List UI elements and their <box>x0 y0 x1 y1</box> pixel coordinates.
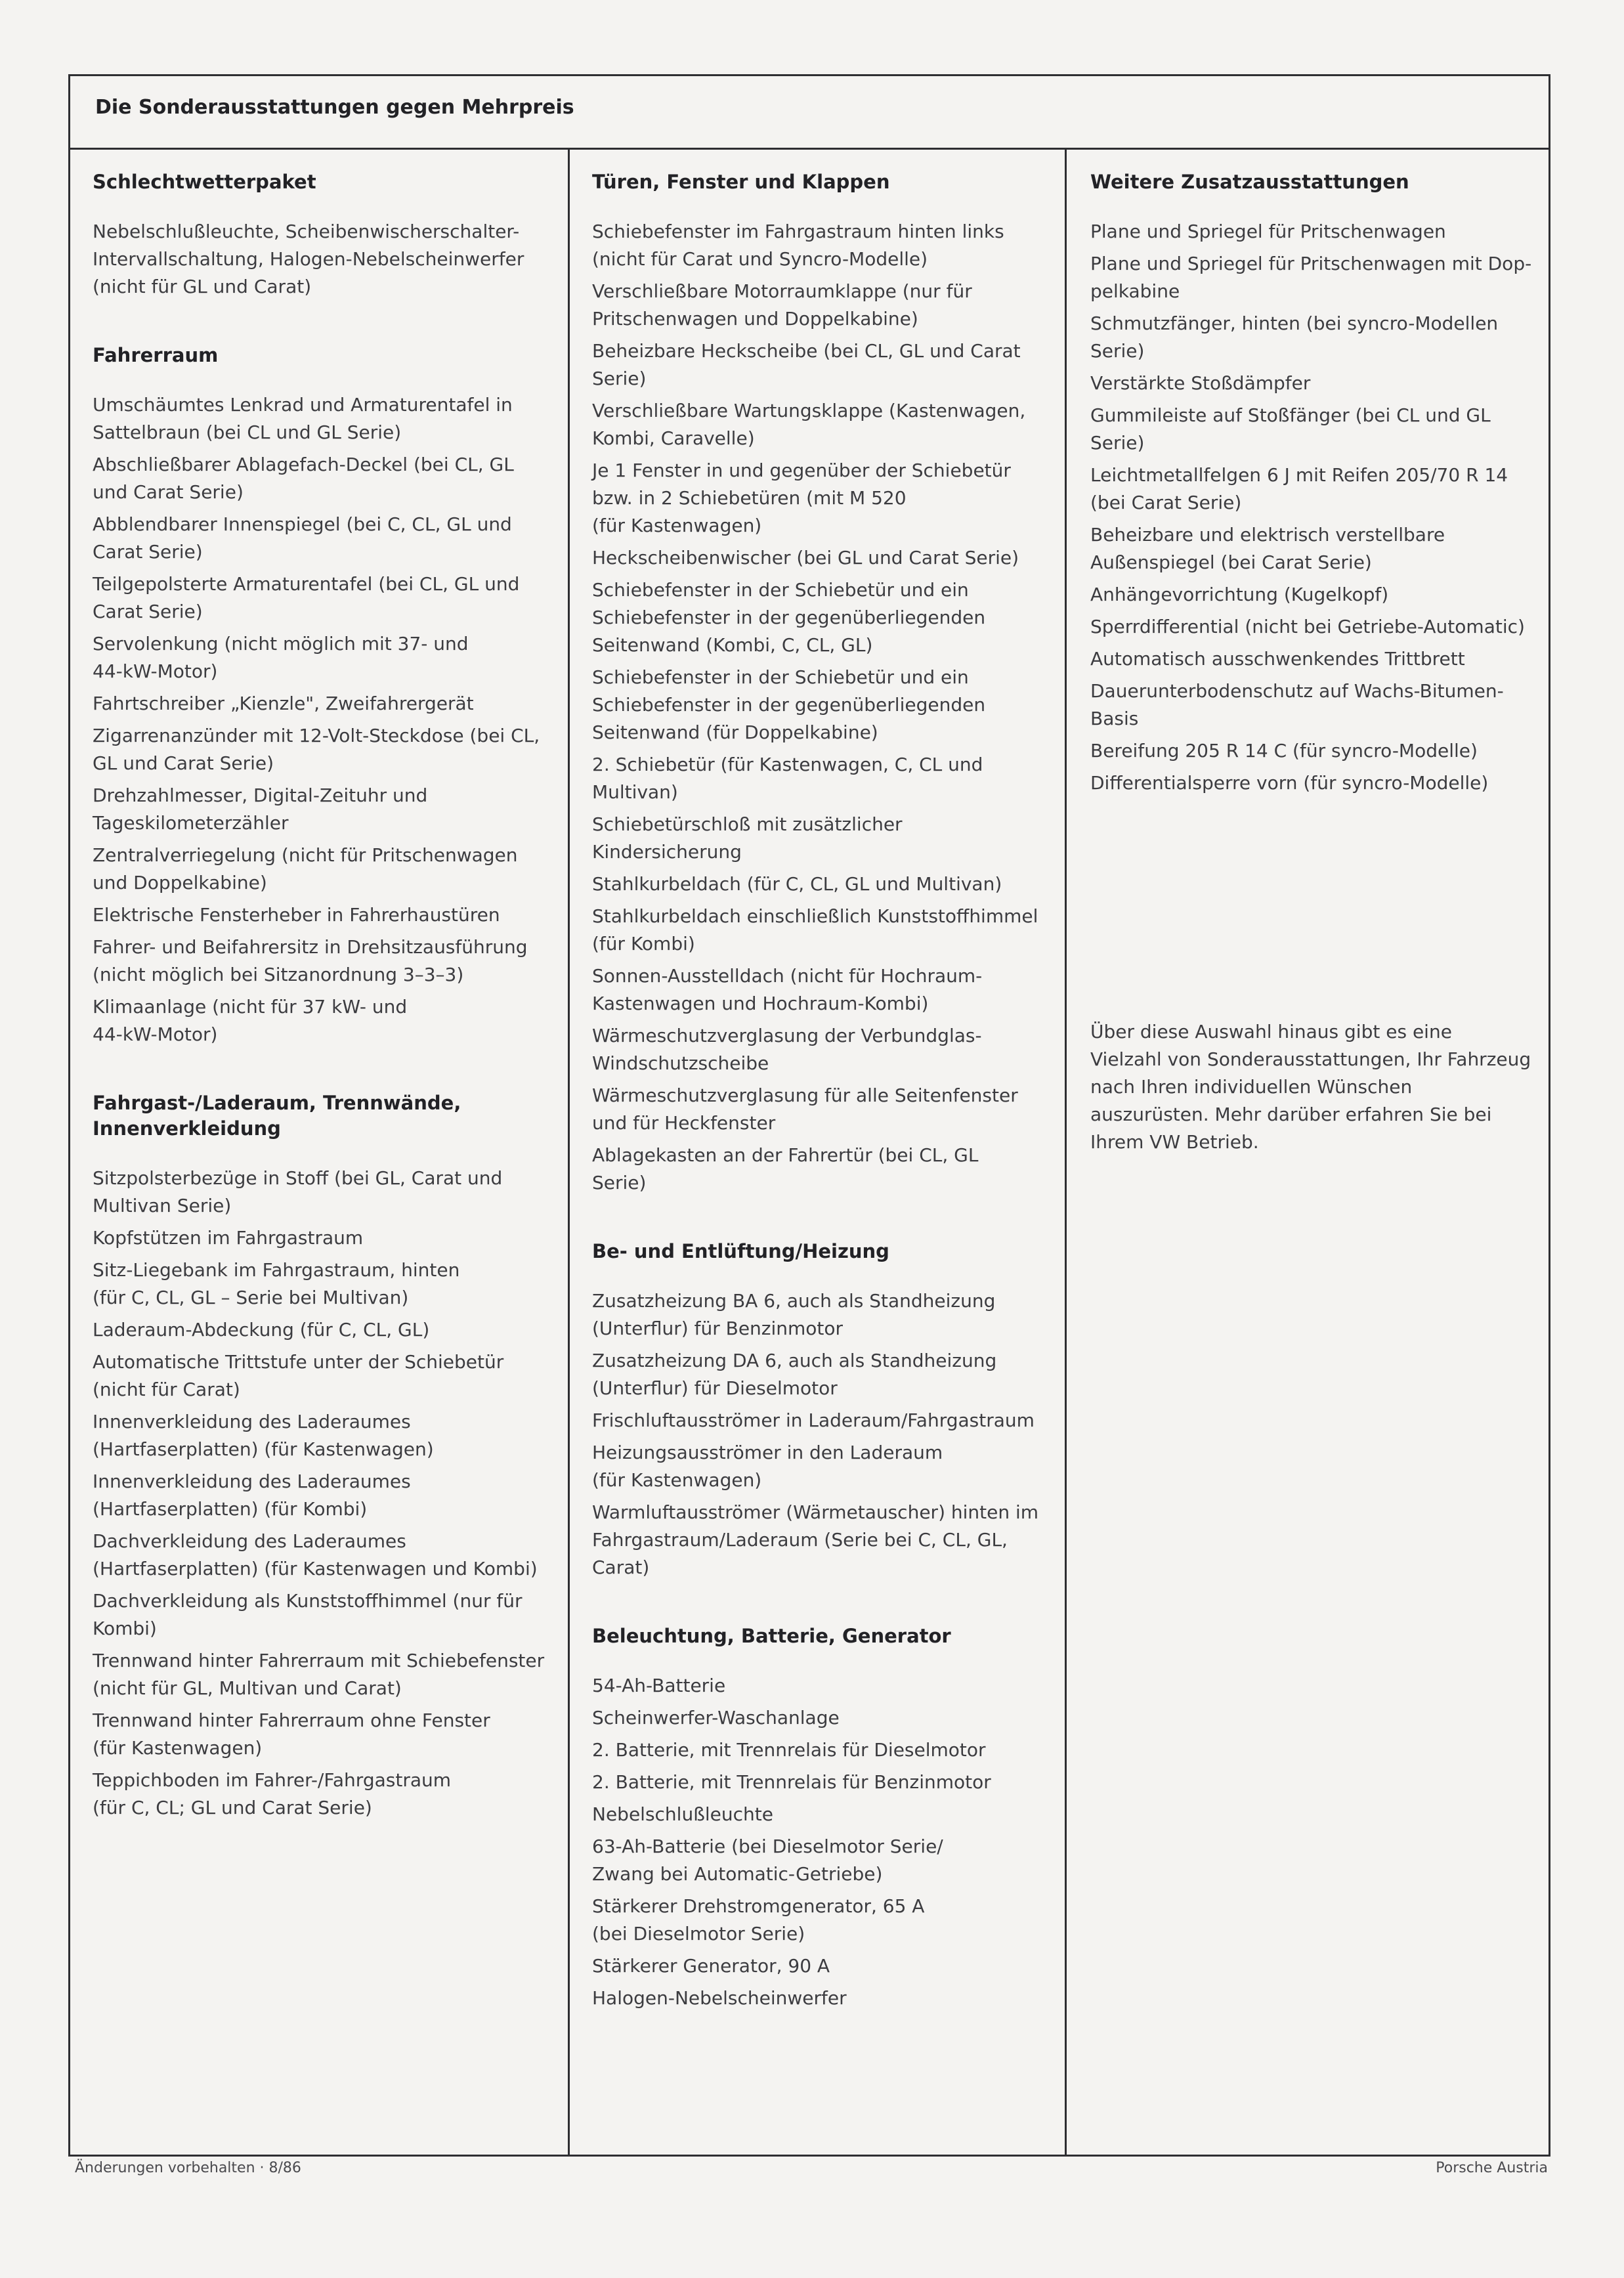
list-item: Je 1 Fenster in und gegenüber der Schiebetür bzw. in 2 Schiebetüren (mit M 520 (für Kastenwagen) <box>592 460 1011 536</box>
list-item: Sonnen-Ausstelldach (nicht für Hochraum- Kastenwagen und Hochraum-Kombi) <box>592 965 983 1014</box>
list-item: Plane und Spriegel für Pritschenwagen <box>1090 221 1446 242</box>
column-2 <box>570 150 1067 2155</box>
closing-note: Über diese Auswahl hinaus gibt es eine Vielzahl von Sonderausstattungen, Ihr Fahrzeug nach Ihren individuellen Wünschen auszurüsten. Mehr darüber erfahren Sie bei Ihrem VW Betrieb. <box>1090 1021 1531 1153</box>
list-item: Nebelschlußleuchte <box>592 1803 773 1825</box>
list-item: Fahrer- und Beifahrersitz in Drehsitzausführung (nicht möglich bei Sitzanordnung 3–3–3) <box>93 936 528 985</box>
list-item: Frischluftausströmer in Laderaum/Fahrgastraum <box>592 1409 1035 1431</box>
list-item: Schmutzfänger, hinten (bei syncro-Modellen Serie) <box>1090 312 1499 362</box>
footer-publisher: Porsche Austria <box>1436 2160 1548 2176</box>
list-item: Anhängevorrichtung (Kugelkopf) <box>1090 584 1389 605</box>
section <box>1090 169 1535 797</box>
list-item: Sitz-Liegebank im Fahrgastraum, hinten (für C, CL, GL – Serie bei Multivan) <box>93 1259 460 1308</box>
list-item: Zusatzheizung DA 6, auch als Standheizung (Unterflur) für Dieselmotor <box>592 1350 997 1399</box>
list-item: Fahrtschreiber „Kienzle", Zweifahrergerät <box>93 693 474 714</box>
section-title: Weitere Zusatzausstattungen <box>1090 171 1409 193</box>
section-title: Schlechtwetterpaket <box>93 171 316 193</box>
list-item: Schiebefenster in der Schiebetür und ein Schiebefenster in der gegenüberliegenden Seitenwand (für Doppelkabine) <box>592 666 986 743</box>
list-item: Dachverkleidung des Laderaumes (Hartfaserplatten) (für Kastenwagen und Kombi) <box>93 1530 538 1580</box>
list-item: Klimaanlage (nicht für 37 kW- und 44-kW-Motor) <box>93 996 408 1045</box>
page-title: Die Sonderausstattungen gegen Mehrpreis <box>95 96 574 119</box>
list-item: Heizungsausströmer in den Laderaum (für Kastenwagen) <box>592 1442 943 1491</box>
list-item: Ablagekasten an der Fahrertür (bei CL, GL Serie) <box>592 1144 979 1193</box>
list-item: Verstärkte Stoßdämpfer <box>1090 372 1311 394</box>
list-item: Wärmeschutzverglasung für alle Seitenfenster und für Heckfenster <box>592 1085 1018 1134</box>
section <box>93 343 555 1048</box>
section-title: Fahrgast-/Laderaum, Trennwände, Innenverkleidung <box>93 1092 461 1140</box>
list-item: Sitzpolsterbezüge in Stoff (bei GL, Carat und Multivan Serie) <box>93 1167 503 1216</box>
section <box>592 1623 1052 2012</box>
list-item: Heckscheibenwischer (bei GL und Carat Serie) <box>592 547 1019 569</box>
list-item: Verschließbare Wartungsklappe (Kastenwagen, Kombi, Caravelle) <box>592 400 1026 449</box>
list-item: Teppichboden im Fahrer-/Fahrgastraum (für C, CL; GL und Carat Serie) <box>93 1769 452 1818</box>
list-item: Umschäumtes Lenkrad und Armaturentafel in Sattelbraun (bei CL und GL Serie) <box>93 394 513 443</box>
list-item: Abschließbarer Ablagefach-Deckel (bei CL, GL und Carat Serie) <box>93 454 514 503</box>
list-item: Bereifung 205 R 14 C (für syncro-Modelle) <box>1090 740 1478 762</box>
list-item: Warmluftausströmer (Wärmetauscher) hinten im Fahrgastraum/Laderaum (Serie bei C, CL, GL, Carat) <box>592 1501 1039 1578</box>
list-item: 2. Batterie, mit Trennrelais für Dieselmotor <box>592 1739 986 1761</box>
list-item: Stärkerer Drehstromgenerator, 65 A (bei Dieselmotor Serie) <box>592 1895 925 1945</box>
list-item: Scheinwerfer-Waschanlage <box>592 1707 840 1729</box>
list-item: Innenverkleidung des Laderaumes (Hartfaserplatten) (für Kombi) <box>93 1471 411 1520</box>
list-item: 54-Ah-Batterie <box>592 1675 726 1696</box>
list-item: Leichtmetallfelgen 6 J mit Reifen 205/70 R 14 (bei Carat Serie) <box>1090 464 1508 513</box>
list-item: Kopfstützen im Fahrgastraum <box>93 1227 364 1249</box>
list-item: Dauerunterbodenschutz auf Wachs-Bitumen- Basis <box>1090 680 1504 729</box>
list-item: Differentialsperre vorn (für syncro-Modelle) <box>1090 772 1489 794</box>
list-item: Laderaum-Abdeckung (für C, CL, GL) <box>93 1319 430 1341</box>
column-3 <box>1067 150 1549 2155</box>
list-item: Stärkerer Generator, 90 A <box>592 1955 830 1977</box>
section-title: Türen, Fenster und Klappen <box>592 171 890 193</box>
list-item: Servolenkung (nicht möglich mit 37- und 44-kW-Motor) <box>93 633 469 682</box>
list-item: 2. Batterie, mit Trennrelais für Benzinmotor <box>592 1771 991 1793</box>
section-title: Fahrerraum <box>93 344 219 366</box>
list-item: Trennwand hinter Fahrerraum mit Schiebefenster (nicht für GL, Multivan und Carat) <box>93 1650 545 1699</box>
section-title: Be- und Entlüftung/Heizung <box>592 1240 889 1262</box>
list-item: Elektrische Fensterheber in Fahrerhaustüren <box>93 904 500 926</box>
equipment-table <box>68 74 1550 2157</box>
list-item: Schiebefenster im Fahrgastraum hinten links (nicht für Carat und Syncro-Modelle) <box>592 221 1004 270</box>
list-item: Plane und Spriegel für Pritschenwagen mit Dop- pelkabine <box>1090 253 1532 302</box>
section-title: Beleuchtung, Batterie, Generator <box>592 1625 951 1647</box>
list-item: Automatisch ausschwenkendes Trittbrett <box>1090 648 1465 670</box>
list-item: Teilgepolsterte Armaturentafel (bei CL, GL und Carat Serie) <box>93 573 520 622</box>
list-item: 63-Ah-Batterie (bei Dieselmotor Serie/ Zwang bei Automatic-Getriebe) <box>592 1836 943 1885</box>
section <box>592 169 1052 1197</box>
list-item: Beheizbare und elektrisch verstellbare Außenspiegel (bei Carat Serie) <box>1090 524 1445 573</box>
list-item: Dachverkleidung als Kunststoffhimmel (nur für Kombi) <box>93 1590 523 1639</box>
column-1 <box>70 150 570 2155</box>
list-item: Stahlkurbeldach einschließlich Kunststoffhimmel (für Kombi) <box>592 905 1038 955</box>
list-item: Schiebefenster in der Schiebetür und ein Schiebefenster in der gegenüberliegenden Seitenwand (Kombi, C, CL, GL) <box>592 579 986 656</box>
section <box>93 169 555 301</box>
list-item: Schiebetürschloß mit zusätzlicher Kindersicherung <box>592 813 903 863</box>
list-item: Beheizbare Heckscheibe (bei CL, GL und Carat Serie) <box>592 340 1021 389</box>
list-item: Innenverkleidung des Laderaumes (Hartfaserplatten) (für Kastenwagen) <box>93 1411 434 1460</box>
list-item: Trennwand hinter Fahrerraum ohne Fenster (für Kastenwagen) <box>93 1709 490 1759</box>
list-item: Zigarrenanzünder mit 12-Volt-Steckdose (bei CL, GL und Carat Serie) <box>93 725 540 774</box>
list-item: Stahlkurbeldach (für C, CL, GL und Multivan) <box>592 873 1002 895</box>
list-item: Verschließbare Motorraumklappe (nur für Pritschenwagen und Doppelkabine) <box>592 280 972 330</box>
list-item: Nebelschlußleuchte, Scheibenwischerschalter- Intervallschaltung, Halogen-Nebelscheinwerfer (nicht für GL und Carat) <box>93 221 524 297</box>
list-item: Wärmeschutzverglasung der Verbundglas- Windschutzscheibe <box>592 1025 982 1074</box>
list-item: Gummileiste auf Stoßfänger (bei CL und GL Serie) <box>1090 404 1491 454</box>
list-item: Halogen-Nebelscheinwerfer <box>592 1987 847 2009</box>
list-item: Zentralverriegelung (nicht für Pritschenwagen und Doppelkabine) <box>93 844 518 893</box>
list-item: Abblendbarer Innenspiegel (bei C, CL, GL und Carat Serie) <box>93 513 512 563</box>
list-item: Automatische Trittstufe unter der Schiebetür (nicht für Carat) <box>93 1351 504 1400</box>
list-item: Zusatzheizung BA 6, auch als Standheizung (Unterflur) für Benzinmotor <box>592 1290 996 1339</box>
list-item: Drehzahlmesser, Digital-Zeituhr und Tageskilometerzähler <box>93 784 428 834</box>
section <box>93 1090 555 1822</box>
list-item: Sperrdifferential (nicht bei Getriebe-Automatic) <box>1090 616 1525 637</box>
section <box>592 1239 1052 1581</box>
footer-disclaimer: Änderungen vorbehalten · 8/86 <box>75 2160 301 2176</box>
list-item: 2. Schiebetür (für Kastenwagen, C, CL und Multivan) <box>592 754 983 803</box>
